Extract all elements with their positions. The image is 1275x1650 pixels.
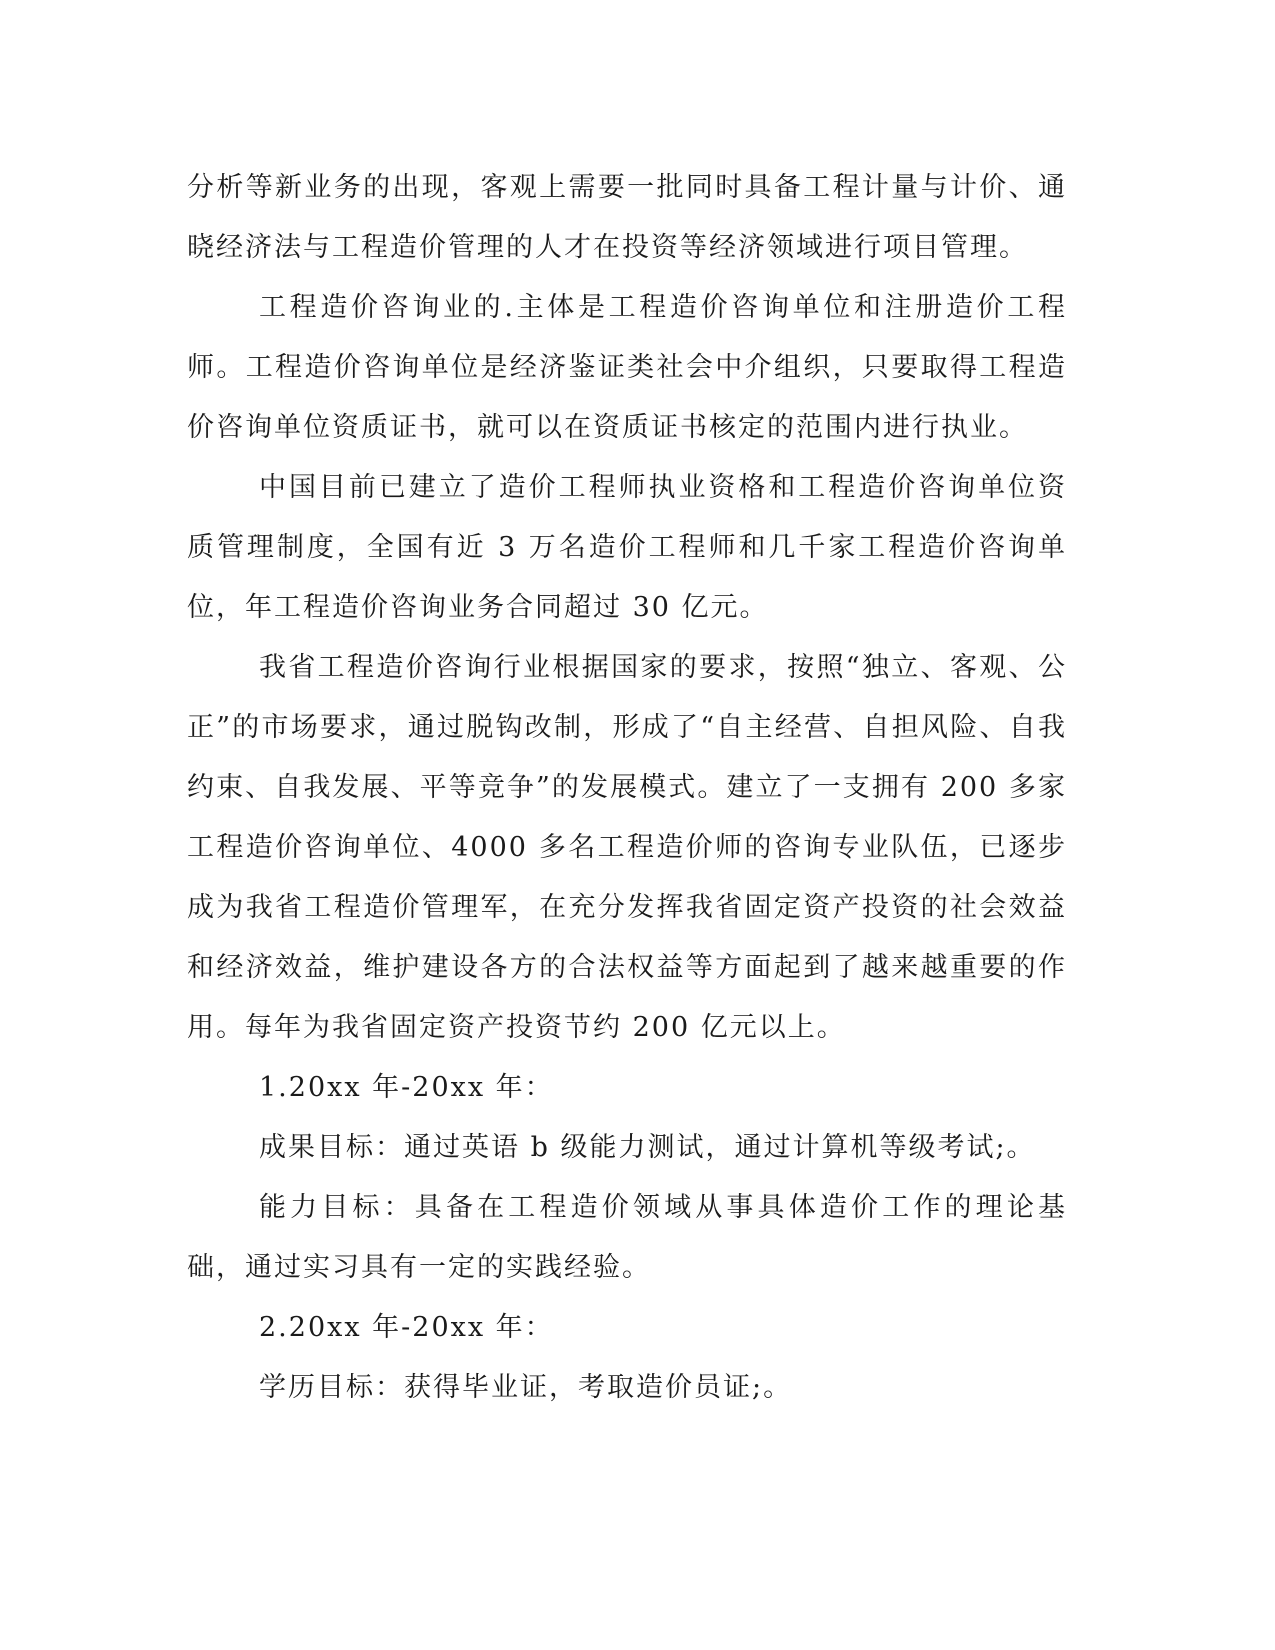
paragraph-consulting-industry: 工程造价咨询业的.主体是工程造价咨询单位和注册造价工程师。工程造价咨询单位是经济鉴证类社会中介组织，只要取得工程造价咨询单位资质证书，就可以在资质证书核定的范围内进行执业。 <box>187 292 1067 443</box>
stage-2-heading: 2.20xx 年-20xx 年： <box>259 1312 554 1343</box>
stage-2-education-goal: 学历目标：获得毕业证，考取造价员证;。 <box>259 1372 793 1403</box>
paragraph-continuation: 分析等新业务的出现，客观上需要一批同时具备工程计量与计价、通晓经济法与工程造价管理的人才在投资等经济领域进行项目管理。 <box>187 172 1067 263</box>
stage-1-ability-goal: 能力目标：具备在工程造价领域从事具体造价工作的理论基础，通过实习具有一定的实践经验。 <box>187 1192 1067 1283</box>
stage-1-achievement-goal: 成果目标：通过英语 b 级能力测试，通过计算机等级考试;。 <box>259 1132 1036 1163</box>
stage-1-heading: 1.20xx 年-20xx 年： <box>259 1072 554 1103</box>
document-body <box>187 158 1067 1418</box>
paragraph-provincial-status: 我省工程造价咨询行业根据国家的要求，按照“独立、客观、公正”的市场要求，通过脱钩改制，形成了“自主经营、自担风险、自我约束、自我发展、平等竞争”的发展模式。建立了一支拥有 200 多家工程造价咨询单位、4000 多名工程造价师的咨询专业队伍，已逐步成为我省工程造价管理军，在充分发挥我省固定资产投资的社会效益和经济效益，维护建设各方的合法权益等方面起到了越来越重要的作用。每年为我省固定资产投资节约 200 亿元以上。 <box>187 652 1067 1043</box>
paragraph-national-status: 中国目前已建立了造价工程师执业资格和工程造价咨询单位资质管理制度，全国有近 3 万名造价工程师和几千家工程造价咨询单位，年工程造价咨询业务合同超过 30 亿元。 <box>187 472 1067 623</box>
